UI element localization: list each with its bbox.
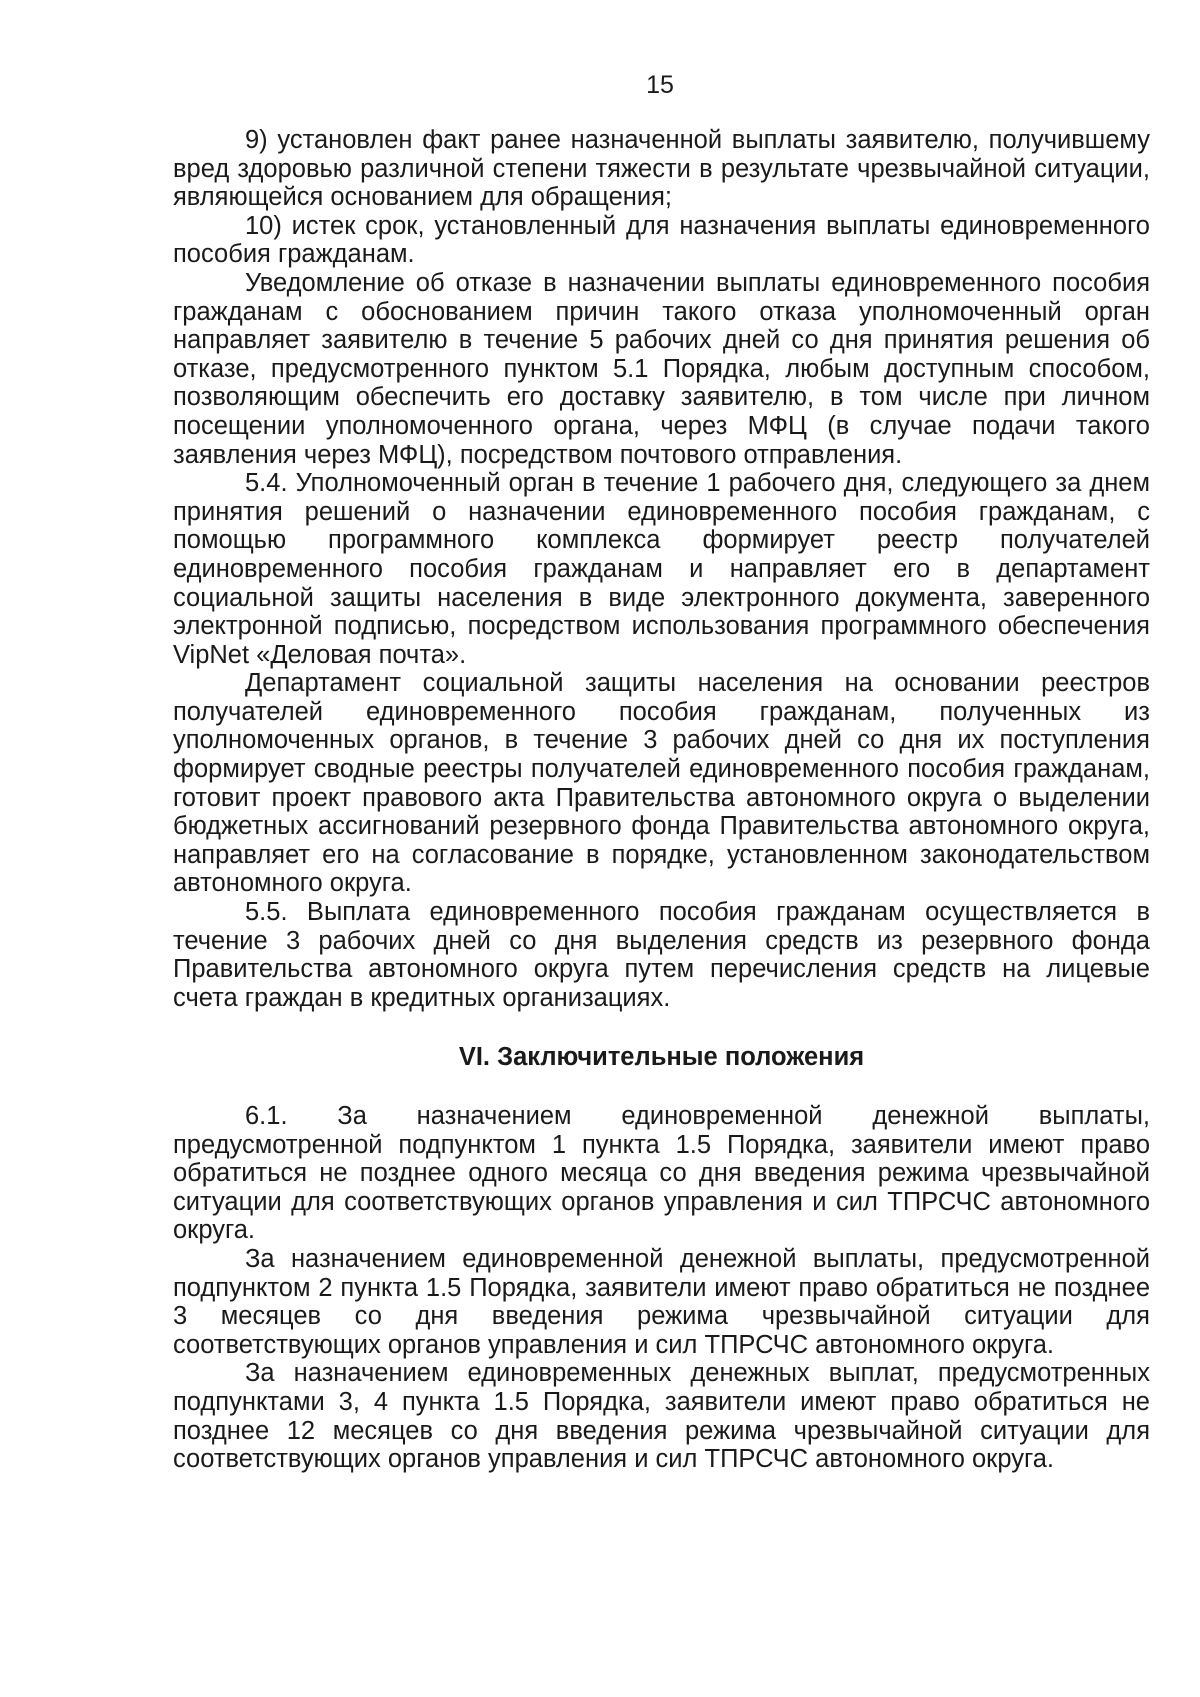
document-body: [173, 126, 1150, 1474]
paragraph-subpoints-3-4: За назначением единовременных денежных выплат, предусмотренных подпунктами 3, 4 пункта 1.5 Порядка, заявители имеют право обратиться не позднее 12 месяцев со дня введения режима чрезвычайной ситуации для соответствующих органов управления и сил ТПРСЧС автономного округа.: [173, 1359, 1150, 1474]
page-number: 15: [646, 71, 674, 99]
paragraph-5-4: 5.4. Уполномоченный орган в течение 1 рабочего дня, следующего за днем принятия решений о назначении единовременного пособия гражданам, с помощью программного комплекса формирует реестр получателей единовременного пособия гражданам и направляет его в департамент социальной защиты населения в виде электронного документа, заверенного электронной подписью, посредством использования программного обеспечения VipNet «Деловая почта».: [173, 469, 1150, 669]
paragraph-5-5: 5.5. Выплата единовременного пособия гражданам осуществляется в течение 3 рабочих дней со дня выделения средств из резервного фонда Правительства автономного округа путем перечисления средств на лицевые счета граждан в кредитных организациях.: [173, 898, 1150, 1012]
paragraph-subpoint-2: За назначением единовременной денежной выплаты, предусмотренной подпунктом 2 пункта 1.5 Порядка, заявители имеют право обратиться не позднее 3 месяцев со дня введения режима чрезвычайной ситуации для соответствующих органов управления и сил ТПРСЧС автономного округа.: [173, 1244, 1150, 1359]
paragraph-department-registers: Департамент социальной защиты населения на основании реестров получателей единовременного пособия гражданам, полученных из уполномоченных органов, в течение 3 рабочих дней со дня их поступления формирует сводные реестры получателей единовременного пособия гражданам, готовит проект правового акта Правительства автономного округа о выделении бюджетных ассигнований резервного фонда Правительства автономного округа, направляет его на согласование в порядке, установленном законодательством автономного округа.: [173, 669, 1150, 898]
section-heading: VI. Заключительные положения: [458, 1043, 865, 1072]
paragraph-item-10: 10) истек срок, установленный для назначения выплаты единовременного пособия гражданам.: [173, 211, 1150, 269]
paragraph-6-1: 6.1. За назначением единовременной денежной выплаты, предусмотренной подпунктом 1 пункта 1.5 Порядка, заявители имеют право обратиться не позднее одного месяца со дня введения режима чрезвычайной ситуации для соответствующих органов управления и сил ТПРСЧС автономного округа.: [173, 1102, 1150, 1245]
paragraph-item-9: 9) установлен факт ранее назначенной выплаты заявителю, получившему вред здоровью различной степени тяжести в результате чрезвычайной ситуации, являющейся основанием для обращения;: [173, 126, 1150, 212]
paragraph-refusal-notice: Уведомление об отказе в назначении выплаты единовременного пособия гражданам с обоснованием причин такого отказа уполномоченный орган направляет заявителю в течение 5 рабочих дней со дня принятия решения об отказе, предусмотренного пунктом 5.1 Порядка, любым доступным способом, позволяющим обеспечить его доставку заявителю, в том числе при личном посещении уполномоченного органа, через МФЦ (в случае подачи такого заявления через МФЦ), посредством почтового отправления.: [173, 268, 1150, 469]
